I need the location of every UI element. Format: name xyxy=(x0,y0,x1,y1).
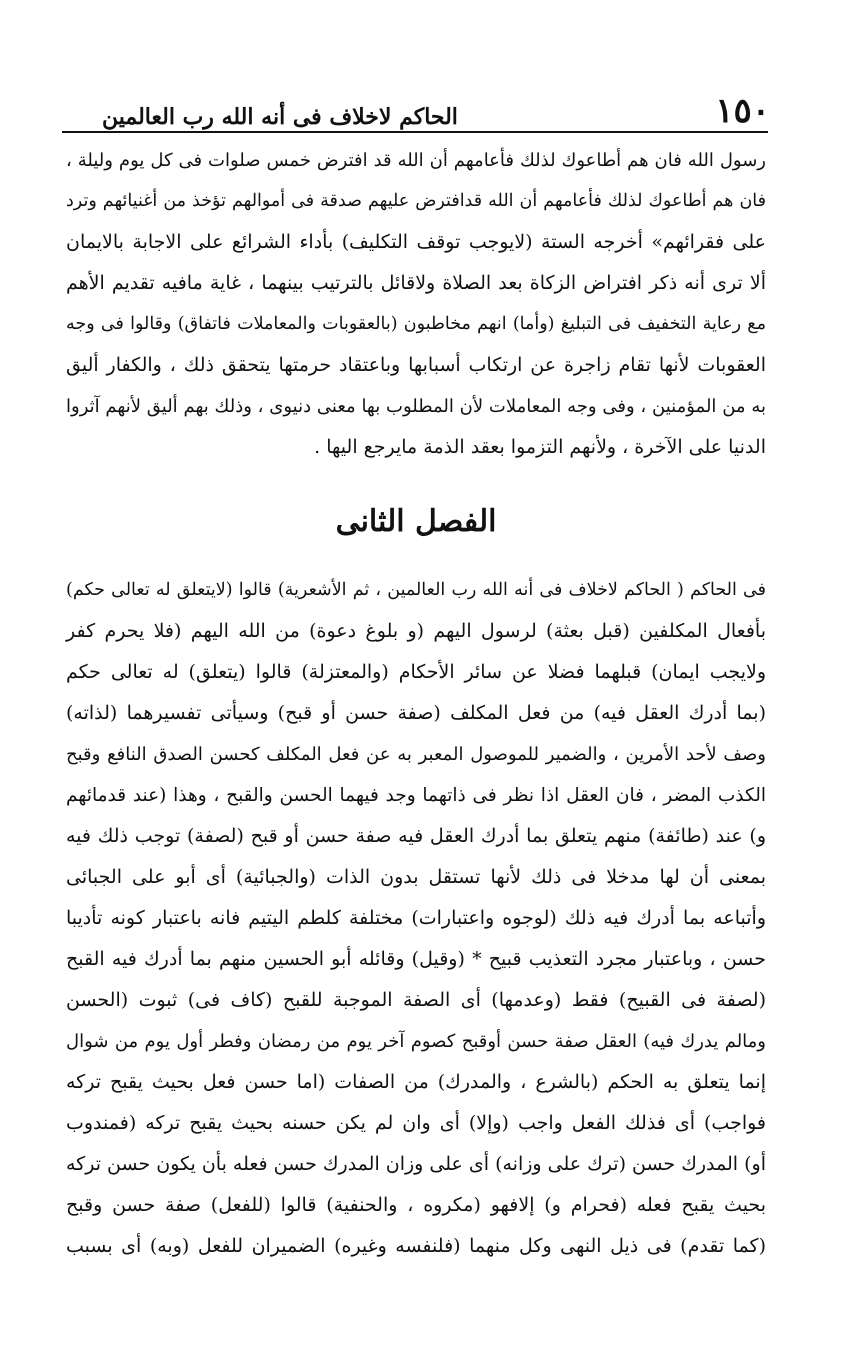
text-line: أو) المدرك حسن (ترك على وزانه) أى على وزان المدرك حسن فعله بأن يكون حسن تركه xyxy=(66,1153,766,1175)
text-line: (بما أدرك العقل فيه) من فعل المكلف (صفة حسن أو قبح) وسيأتى تفسيرهما (لذاته) xyxy=(66,702,766,724)
text-line: (لصفة فى القبيح) فقط (وعدمها) أى الصفة الموجبة للقبح (كاف فى) ثبوت (الحسن xyxy=(66,989,766,1011)
text-line: على فقرائهم» أخرجه الستة (لايوجب توقف التكليف) بأداء الشرائع على الاجابة بالايمان xyxy=(66,231,766,253)
text-line: مع رعاية التخفيف فى التبليغ (وأما) انهم مخاطبون (بالعقوبات والمعاملات فاتفاق) وقالوا فى وجه xyxy=(66,314,766,334)
text-line: بمعنى أن لها مدخلا فى ذلك لأنها تستقل بدون الذات (والجبائية) أى أبو على الجبائى xyxy=(66,866,766,888)
text-line: حسن ، وباعتبار مجرد التعذيب قبيح * (وقيل) وقائله أبو الحسين منهم بما أدرك فيه القبح xyxy=(66,948,766,970)
text-line: ومالم يدرك فيه) العقل صفة حسن أوقبح كصوم آخر يوم من رمضان وفطر أول يوم من شوال xyxy=(66,1031,766,1052)
text-line: الكذب المضر ، فان العقل اذا نظر فى ذاتهما وجد فيهما الحسن والقبح ، وهذا (عند قدمائهم xyxy=(66,785,766,806)
text-line: ألا ترى أنه ذكر افتراض الزكاة بعد الصلاة ولاقائل بالترتيب بينهما ، غاية مافيه تقديم الأهم xyxy=(66,272,766,294)
text-line: وصف لأحد الأمرين ، والضمير للموصول المعبر به عن فعل المكلف كحسن الصدق النافع وقبح xyxy=(66,744,766,765)
text-line: فان هم أطاعوك لذلك فأعامهم أن الله قدافترض عليهم صدقة فى أموالهم تؤخذ من أغنيائهم وترد xyxy=(66,191,766,211)
text-line: وأتباعه بما أدرك فيه ذلك (لوجوه واعتبارات) مختلفة كلطم اليتيم فانه باعتبار كونه تأديبا xyxy=(66,907,766,929)
running-title: الحاكم لاخلاف فى أنه الله رب العالمين xyxy=(102,104,458,130)
paragraph-second-chapter xyxy=(66,570,766,1267)
text-line: ولايجب ايمان) قبلهما فضلا عن سائر الأحكام (والمعتزلة) قالوا (يتعلق) له تعالى حكم xyxy=(66,661,766,683)
page-number: ١٥٠ xyxy=(715,91,770,131)
text-line: فواجب) أى فذلك الفعل واجب (وإلا) أى وان لم يكن حسنه بحيث يقبح تركه (فمندوب xyxy=(66,1112,766,1134)
text-line: العقوبات لأنها تقام زاجرة عن ارتكاب أسبابها وباعتقاد حرمتها يتحقق ذلك ، والكفار أليق xyxy=(66,354,766,376)
text-line: إنما يتعلق به الحكم (بالشرع ، والمدرك) من الصفات (اما حسن فعل بحيث يقبح تركه xyxy=(66,1071,766,1093)
running-header xyxy=(62,88,770,131)
header-rule xyxy=(62,131,768,133)
text-line: به من المؤمنين ، وفى وجه المعاملات لأن المطلوب بها معنى دنيوى ، وذلك بهم أليق لأنهم آثروا xyxy=(66,396,766,417)
text-line: (كما تقدم) فى ذيل النهى وكل منهما (فلنفسه وغيره) الضميران للفعل (وبه) أى بسبب xyxy=(66,1235,766,1257)
text-line: الدنيا على الآخرة ، ولأنهم التزموا بعقد الذمة مايرجع اليها . xyxy=(314,436,766,458)
paragraph-first-chapter-end xyxy=(66,140,766,468)
section-title: الفصل الثانى xyxy=(335,504,497,539)
text-line: رسول الله فان هم أطاعوك لذلك فأعامهم أن الله قد افترض خمس صلوات فى كل يوم وليلة ، xyxy=(66,150,766,171)
text-line: بأفعال المكلفين (قبل بعثة) لرسول اليهم (و بلوغ دعوة) من الله اليهم (فلا يحرم كفر xyxy=(66,620,766,642)
text-line: فى الحاكم ( الحاكم لاخلاف فى أنه الله رب العالمين ، ثم الأشعرية) قالوا (لايتعلق له تعالى حكم) xyxy=(66,580,766,600)
text-line: و) عند (طائفة) منهم يتعلق بما أدرك العقل فيه صفة حسن أو قبح (لصفة) توجب ذلك فيه xyxy=(66,825,766,847)
text-line: بحيث يقبح فعله (فحرام و) إلافهو (مكروه ، والحنفية) قالوا (للفعل) صفة حسن وقبح xyxy=(66,1194,766,1216)
